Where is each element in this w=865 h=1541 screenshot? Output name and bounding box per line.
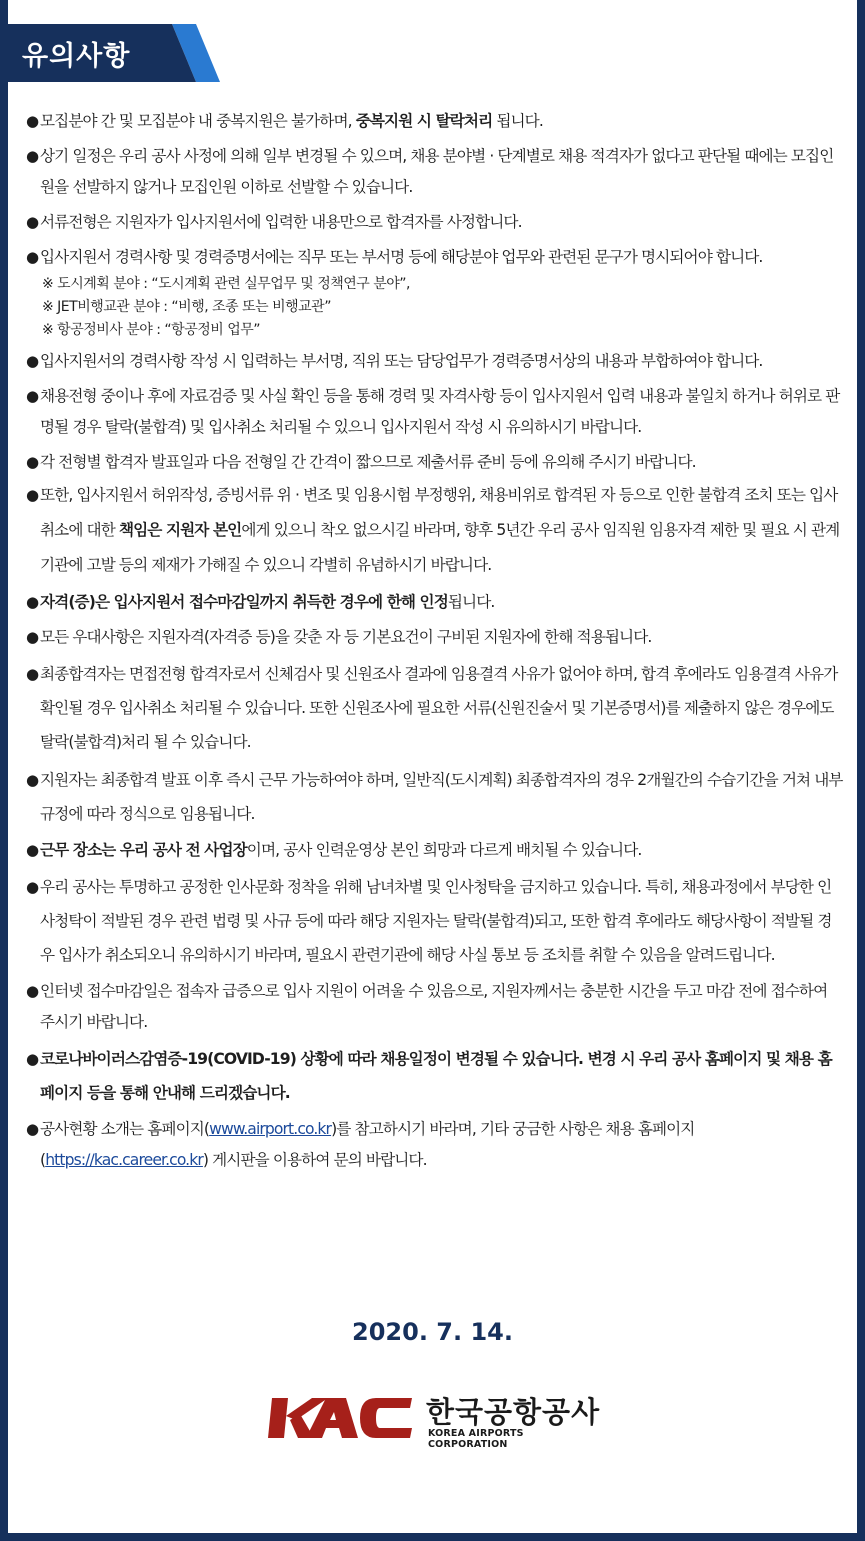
notice-item: ● 또한, 입사지원서 허위작성, 증빙서류 위 · 변조 및 임용시험 부정행위, 채용비위로 합격된 자 등으로 인한 불합격 조치 또는 입사취소에 대한 책임은 지원자 본인에게 있으니 착오 없으시길 바라며, 향후 5년간 우리 공사 임직원 임용자격 제한 및 필요 시 관계기관에 고발 등의 제재가 가해질 수 있으니 각별히 유념하시기 바랍니다. <box>26 478 844 583</box>
notice-item: ● 최종합격자는 면접전형 합격자로서 신체검사 및 신원조사 결과에 임용결격 사유가 없어야 하며, 합격 후에라도 임용결격 사유가 확인될 경우 입사취소 처리될 수 있습니다. 또한 신원조사에 필요한 서류(신원진술서 및 기본증명서)를 제출하지 않은 경우에도 탈락(불합격)처리 될 수 있습니다. <box>26 657 844 759</box>
emphasis-text: 코로나바이러스감염증-19(COVID-19) 상황에 따라 채용일정이 변경될 수 있습니다. 변경 시 우리 공사 홈페이지 및 채용 홈페이지 등을 통해 안내해 드리겠습니다. <box>40 1050 832 1102</box>
kac-logo-mark-icon <box>266 1394 414 1442</box>
career-site-link[interactable]: https://kac.career.co.kr <box>45 1151 203 1169</box>
note-sub-item: ※ 항공정비사 분야 : “항공정비 업무” <box>42 322 261 338</box>
bullet-icon: ● <box>26 352 39 370</box>
bullet-icon: ● <box>26 248 39 266</box>
emphasis-text: 중복지원 시 탈락처리 <box>355 112 493 130</box>
note-sub-item: ※ JET비행교관 분야 : “비행, 조종 또는 비행교관” <box>42 299 331 315</box>
notice-item: ● 상기 일정은 우리 공사 사정에 의해 일부 변경될 수 있으며, 채용 분야별 · 단계별로 채용 적격자가 없다고 판단될 때에는 모집인원을 선발하지 않거나 모집인원 이하로 선발할 수 있습니다. <box>26 141 844 203</box>
bullet-icon: ● <box>26 841 39 859</box>
notice-item: ● 각 전형별 합격자 발표일과 다음 전형일 간 간격이 짧으므로 제출서류 준비 등에 유의해 주시기 바랍니다. <box>26 447 844 478</box>
notice-item: ● 자격(증)은 입사지원서 접수마감일까지 취득한 경우에 한해 인정됩니다. <box>26 587 844 618</box>
notice-item: ● 우리 공사는 투명하고 공정한 인사문화 정착을 위해 남녀차별 및 인사청탁을 금지하고 있습니다. 특히, 채용과정에서 부당한 인사청탁이 적발된 경우 관련 법령 및 사규 등에 따라 해당 지원자는 탈락(불합격)되고, 또한 합격 후에라도 해당사항이 적발될 경우 입사가 취소되오니 유의하시기 바라며, 필요시 관련기관에 해당 사실 통보 등 조치를 취할 수 있음을 알려드립니다. <box>26 870 844 972</box>
homepage-link[interactable]: www.airport.co.kr <box>209 1120 332 1138</box>
bullet-icon: ● <box>26 486 39 504</box>
kac-logo <box>266 1390 606 1450</box>
notice-item: ● 서류전형은 지원자가 입사지원서에 입력한 내용만으로 합격자를 사정합니다. <box>26 207 844 238</box>
bullet-icon: ● <box>26 771 39 789</box>
section-header <box>0 24 220 82</box>
notice-item: ● 공사현황 소개는 홈페이지(www.airport.co.kr)를 참고하시기 바라며, 기타 궁금한 사항은 채용 홈페이지(https://kac.career.co.kr) 게시판을 이용하여 문의 바랍니다. <box>26 1114 844 1176</box>
bullet-icon: ● <box>26 665 39 683</box>
notice-item: ● 지원자는 최종합격 발표 이후 즉시 근무 가능하여야 하며, 일반직(도시계획) 최종합격자의 경우 2개월간의 수습기간을 거쳐 내부규정에 따라 정식으로 임용됩니다. <box>26 763 844 831</box>
notice-item: ● 인터넷 접수마감일은 접속자 급증으로 입사 지원이 어려울 수 있음으로, 지원자께서는 충분한 시간을 두고 마감 전에 접수하여 주시기 바랍니다. <box>26 976 844 1038</box>
bullet-icon: ● <box>26 878 39 896</box>
logo-name-korean: 한국공항공사 <box>426 1395 601 1429</box>
notice-item <box>26 1042 844 1110</box>
bullet-icon: ● <box>26 628 39 646</box>
notice-item: ● 모집분야 간 및 모집분야 내 중복지원은 불가하며, 중복지원 시 탈락처리 됩니다. <box>26 106 844 137</box>
notice-item: ● 채용전형 중이나 후에 자료검증 및 사실 확인 등을 통해 경력 및 자격사항 등이 입사지원서 입력 내용과 불일치 하거나 허위로 판명될 경우 탈락(불합격) 및 입사취소 처리될 수 있으니 입사지원서 작성 시 유의하시기 바랍니다. <box>26 381 844 443</box>
bullet-icon: ● <box>26 112 39 130</box>
bullet-icon: ● <box>26 213 39 231</box>
notice-list <box>26 106 844 1176</box>
notice-item: ● 입사지원서 경력사항 및 경력증명서에는 직무 또는 부서명 등에 해당분야 업무와 관련된 문구가 명시되어야 합니다. ※ 도시계획 분야 : “도시계획 관련 실무업무 및 정책연구 분야”, ※ JET비행교관 분야 : “비행, 조종 또는 비행교관” ※ 항공정비사 분야 : “항공정비 업무” <box>26 242 844 342</box>
bullet-icon: ● <box>26 982 39 1000</box>
bullet-icon: ● <box>26 1050 39 1068</box>
notice-item: ● 모든 우대사항은 지원자격(자격증 등)을 갖춘 자 등 기본요건이 구비된 지원자에 한해 적용됩니다. <box>26 622 844 653</box>
bullet-icon: ● <box>26 387 39 405</box>
emphasis-text: 자격(증)은 입사지원서 접수마감일까지 취득한 경우에 한해 인정 <box>40 593 448 611</box>
bullet-icon: ● <box>26 147 39 165</box>
emphasis-text: 근무 장소는 우리 공사 전 사업장 <box>40 841 247 859</box>
notice-item: ● 입사지원서의 경력사항 작성 시 입력하는 부서명, 직위 또는 담당업무가 경력증명서상의 내용과 부합하여야 합니다. <box>26 346 844 377</box>
announcement-date: 2020. 7. 14. <box>352 1318 513 1346</box>
notice-item: ● 근무 장소는 우리 공사 전 사업장이며, 공사 인력운영상 본인 희망과 다르게 배치될 수 있습니다. <box>26 835 844 866</box>
emphasis-text: 책임은 지원자 본인 <box>118 521 242 539</box>
bullet-icon: ● <box>26 593 39 611</box>
bullet-icon: ● <box>26 453 39 471</box>
logo-name-english: KOREA AIRPORTS CORPORATION <box>428 1428 524 1450</box>
bullet-icon: ● <box>26 1120 39 1138</box>
section-title: 유의사항 <box>22 41 131 72</box>
note-sub-item: ※ 도시계획 분야 : “도시계획 관련 실무업무 및 정책연구 분야”, <box>42 276 411 292</box>
